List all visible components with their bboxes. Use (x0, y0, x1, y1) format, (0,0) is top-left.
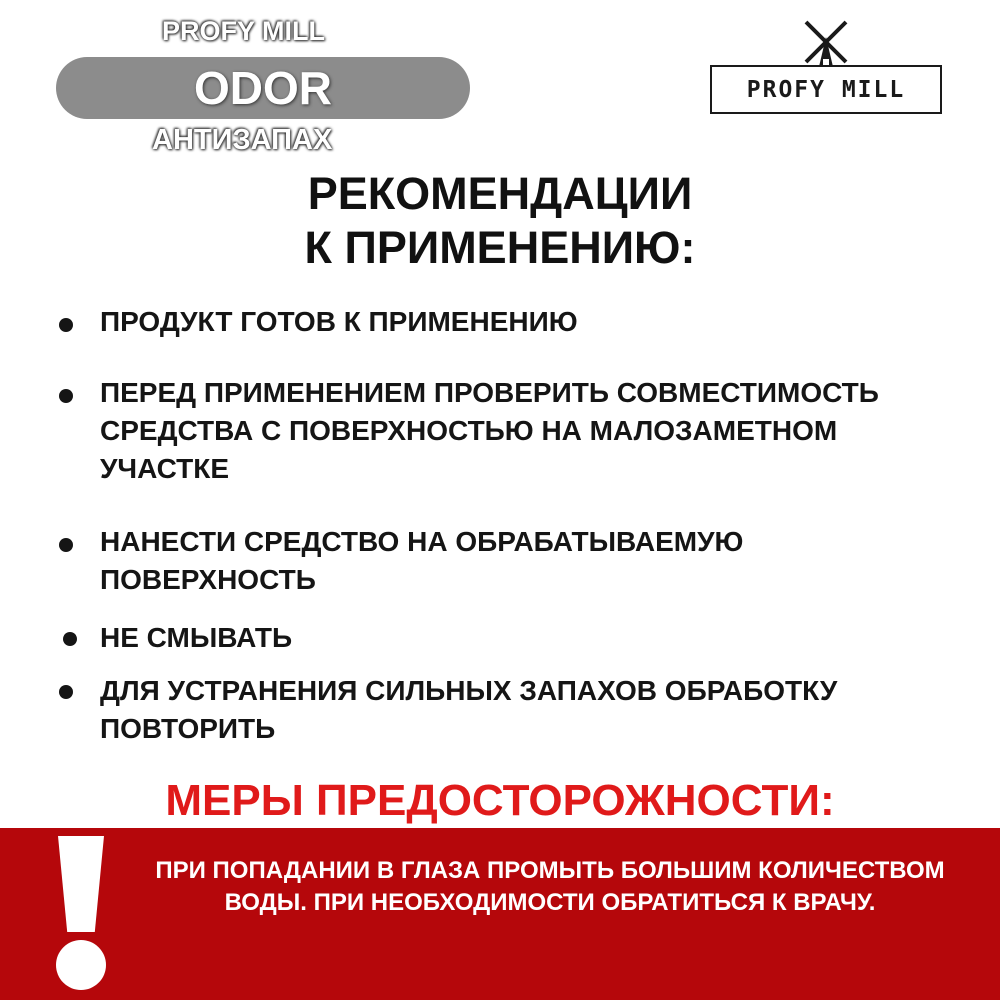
list-item: ДЛЯ УСТРАНЕНИЯ СИЛЬНЫХ ЗАПАХОВ ОБРАБОТКУ ПОВТОРИТЬ (100, 675, 838, 744)
bullet-dot (63, 632, 77, 646)
list-item: ПЕРЕД ПРИМЕНЕНИЕМ ПРОВЕРИТЬ СОВМЕСТИМОСТЬ СРЕДСТВА С ПОВЕРХНОСТЬЮ НА МАЛОЗАМЕТНОМ УЧАСТКЕ (100, 377, 879, 484)
bullet-dot (59, 685, 73, 699)
product-name: ODOR (194, 62, 332, 114)
exclamation-dot (56, 940, 106, 990)
brand-name: PROFY MILL (162, 16, 326, 46)
title-line-2: К ПРИМЕНЕНИЮ: (304, 222, 696, 273)
title-line-1: РЕКОМЕНДАЦИИ (307, 168, 693, 219)
bullet-dot (59, 389, 73, 403)
page-title (0, 167, 1000, 275)
precautions-text: ПРИ ПОПАДАНИИ В ГЛАЗА ПРОМЫТЬ БОЛЬШИМ КОЛИЧЕСТВОМ ВОДЫ. ПРИ НЕОБХОДИМОСТИ ОБРАТИТЬСЯ К ВРАЧУ. (155, 857, 945, 916)
bullet-dot (59, 538, 73, 552)
bullet-dot (59, 318, 73, 332)
logo-box (710, 65, 942, 114)
list-item: НАНЕСТИ СРЕДСТВО НА ОБРАБАТЫВАЕМУЮ ПОВЕРХНОСТЬ (100, 526, 744, 595)
logo-text: PROFY MILL (746, 76, 906, 103)
list-item: ПРОДУКТ ГОТОВ К ПРИМЕНЕНИЮ (100, 306, 578, 337)
product-subtitle: АНТИЗАПАХ (152, 124, 333, 156)
windmill-icon (803, 19, 849, 71)
product-pill (56, 57, 470, 119)
list-item: НЕ СМЫВАТЬ (100, 622, 293, 653)
precautions-title: МЕРЫ ПРЕДОСТОРОЖНОСТИ: (165, 776, 835, 825)
